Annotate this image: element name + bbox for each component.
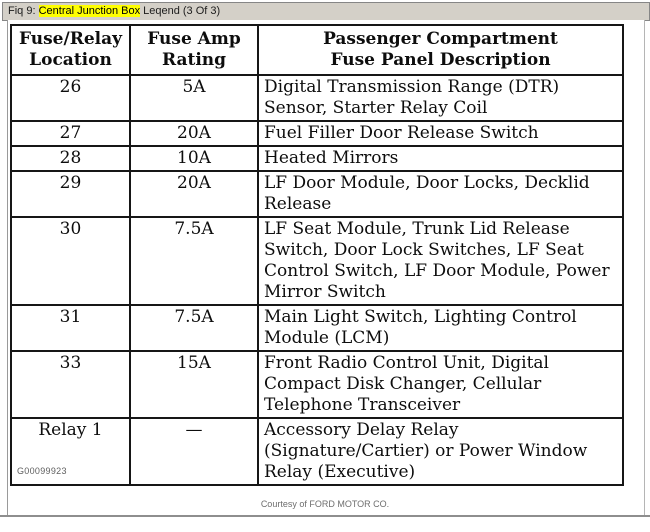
highlighted-search-term: Central Junction Box (38, 5, 141, 17)
cell-rating: 20A (130, 121, 258, 146)
cell-location: 29 (11, 171, 130, 217)
cell-description: LF Seat Module, Trunk Lid Release Switch, Door Lock Switches, LF Seat Control Switch, LF Door Module, Power Mirror Switch (258, 217, 623, 305)
figure-title (8, 5, 220, 17)
figure-titlebar (2, 2, 650, 21)
courtesy-note: Courtesy of FORD MOTOR CO. (260, 499, 390, 509)
cell-location: 28 (11, 146, 130, 171)
cell-location: 31 (11, 305, 130, 351)
cell-description: Main Light Switch, Lighting Control Module (LCM) (258, 305, 623, 351)
col-header-rating-line1: Fuse Amp (147, 29, 241, 49)
cell-rating: 15A (130, 351, 258, 418)
cell-rating: 10A (130, 146, 258, 171)
cell-rating: — (130, 418, 258, 485)
fuse-panel-table (10, 24, 624, 486)
cell-description: LF Door Module, Door Locks, Decklid Release (258, 171, 623, 217)
table-header-row (11, 25, 623, 75)
cell-description: Heated Mirrors (258, 146, 623, 171)
col-header-location-line1: Fuse/Relay (18, 29, 123, 49)
cell-description: Front Radio Control Unit, Digital Compact Disk Changer, Cellular Telephone Transceiver (258, 351, 623, 418)
col-header-rating (130, 25, 258, 75)
col-header-location-line2: Location (29, 50, 112, 70)
cell-rating: 5A (130, 75, 258, 121)
col-header-location (11, 25, 130, 75)
table-row (11, 305, 623, 351)
col-header-rating-line2: Rating (161, 50, 227, 70)
table-row (11, 121, 623, 146)
cell-location: 26 (11, 75, 130, 121)
col-header-description-line2: Fuse Panel Description (330, 50, 551, 70)
table-row (11, 217, 623, 305)
cell-description: Fuel Filler Door Release Switch (258, 121, 623, 146)
figure-id: G00099923 (17, 466, 67, 476)
table-row (11, 75, 623, 121)
col-header-description (258, 25, 623, 75)
cell-location: 27 (11, 121, 130, 146)
table-row (11, 171, 623, 217)
cell-rating: 7.5A (130, 217, 258, 305)
cell-description: Accessory Delay Relay (Signature/Cartier) or Power Window Relay (Executive) (258, 418, 623, 485)
col-header-description-line1: Passenger Compartment (323, 29, 558, 49)
figure-title-prefix: Fiq 9: (8, 5, 39, 17)
table-row (11, 351, 623, 418)
table-row (11, 146, 623, 171)
figure-title-suffix: Leqend (3 Of 3) (140, 5, 221, 17)
cell-location: 33 (11, 351, 130, 418)
cell-rating: 20A (130, 171, 258, 217)
bottom-divider (0, 515, 650, 517)
cell-description: Digital Transmission Range (DTR) Sensor, Starter Relay Coil (258, 75, 623, 121)
cell-location: 30 (11, 217, 130, 305)
table-row (11, 418, 623, 485)
cell-location: Relay 1 (11, 418, 130, 485)
cell-rating: 7.5A (130, 305, 258, 351)
